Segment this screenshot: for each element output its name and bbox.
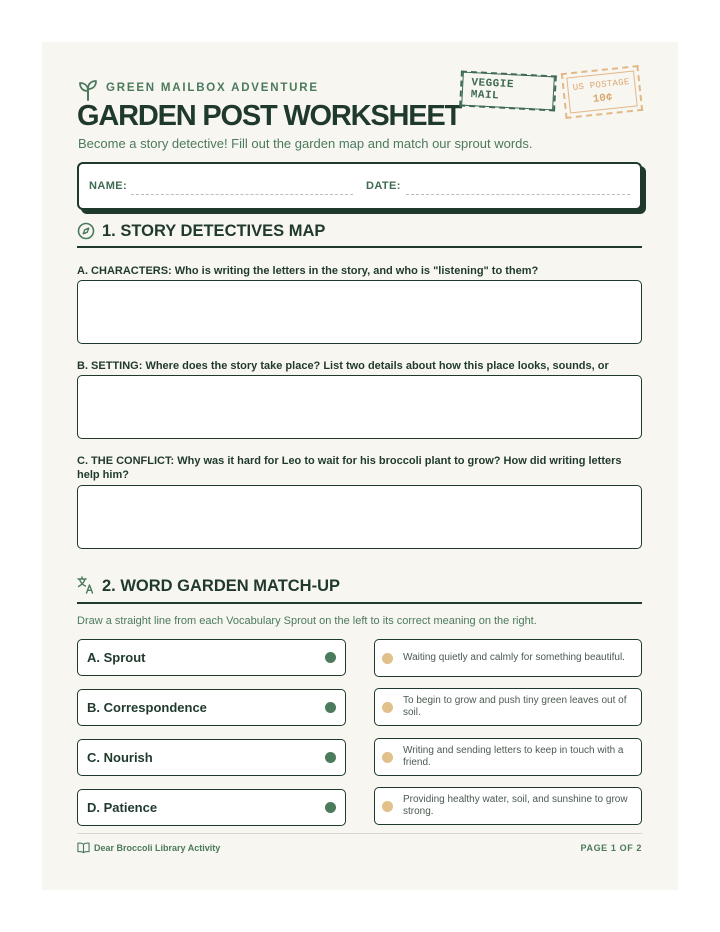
answer-box-characters[interactable]	[77, 280, 642, 344]
meaning-card[interactable]	[374, 787, 642, 825]
match-instruction: Draw a straight line from each Vocabulary Sprout on the left to its correct meaning on the right.	[77, 615, 537, 627]
name-field[interactable]	[131, 194, 353, 195]
question-setting: B. SETTING: Where does the story take place? List two details about how this place looks, sounds, or	[77, 360, 609, 372]
footer-divider	[77, 833, 642, 834]
brand-label: GREEN MAILBOX ADVENTURE	[106, 82, 319, 94]
translate-icon	[77, 576, 95, 594]
page-subtitle: Become a story detective! Fill out the garden map and match our sprout words.	[78, 136, 533, 151]
open-book-icon	[77, 841, 90, 854]
sprout-icon	[78, 79, 98, 101]
name-date-box	[77, 162, 642, 210]
name-label: NAME:	[89, 180, 128, 192]
word-card[interactable]	[77, 739, 346, 776]
meaning-connector-dot[interactable]	[382, 801, 393, 812]
word-label: C. Nourish	[87, 750, 153, 765]
postage-stamp-value: 10¢	[592, 91, 614, 106]
meaning-card[interactable]	[374, 738, 642, 776]
word-label: B. Correspondence	[87, 700, 207, 715]
word-card[interactable]	[77, 789, 346, 826]
meaning-text: To begin to grow and push tiny green leaves out of soil.	[403, 694, 627, 718]
veggie-mail-stamp-text: VEGGIE MAIL	[461, 72, 555, 111]
date-field[interactable]	[406, 194, 630, 195]
meaning-text: Writing and sending letters to keep in touch with a friend.	[403, 744, 624, 768]
meaning-text: Providing healthy water, soil, and sunshine to grow strong.	[403, 793, 628, 817]
word-connector-dot[interactable]	[325, 752, 336, 763]
postage-stamp	[561, 65, 643, 119]
postage-stamp-label: US POSTAGE	[572, 76, 631, 93]
word-connector-dot[interactable]	[325, 652, 336, 663]
section-1-title: 1. STORY DETECTIVES MAP	[102, 222, 326, 240]
word-card[interactable]	[77, 689, 346, 726]
section-2-title: 2. WORD GARDEN MATCH-UP	[102, 577, 341, 595]
page-number: PAGE 1 OF 2	[580, 843, 642, 853]
veggie-mail-stamp	[459, 71, 557, 112]
meaning-card[interactable]	[374, 688, 642, 726]
date-label: DATE:	[366, 180, 401, 192]
question-characters: A. CHARACTERS: Who is writing the letters in the story, and who is "listening" to them?	[77, 265, 539, 277]
worksheet-page	[42, 42, 678, 890]
word-connector-dot[interactable]	[325, 702, 336, 713]
answer-box-setting[interactable]	[77, 375, 642, 439]
page-title: GARDEN POST WORKSHEET	[77, 100, 462, 132]
answer-box-conflict[interactable]	[77, 485, 642, 549]
word-label: D. Patience	[87, 800, 158, 815]
meaning-connector-dot[interactable]	[382, 752, 393, 763]
compass-icon	[77, 222, 95, 240]
word-card[interactable]	[77, 639, 346, 676]
meaning-connector-dot[interactable]	[382, 702, 393, 713]
meaning-text: Waiting quietly and calmly for something beautiful.	[403, 651, 625, 663]
footer-activity-label: Dear Broccoli Library Activity	[94, 843, 221, 853]
word-label: A. Sprout	[87, 650, 146, 665]
section-1-divider	[77, 246, 642, 248]
word-connector-dot[interactable]	[325, 802, 336, 813]
question-conflict: C. THE CONFLICT: Why was it hard for Leo to wait for his broccoli plant to grow? How did writing letters help him?	[77, 455, 622, 481]
meaning-connector-dot[interactable]	[382, 653, 393, 664]
meaning-card[interactable]	[374, 639, 642, 677]
section-2-divider	[77, 602, 642, 604]
